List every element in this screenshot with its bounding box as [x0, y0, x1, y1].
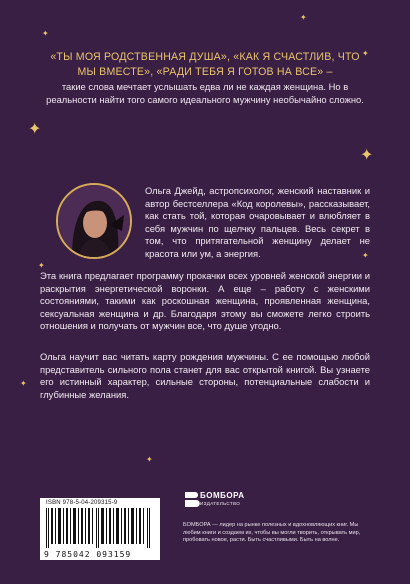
- barcode-bars: [44, 508, 156, 548]
- description-paragraph: Ольга научит вас читать карту рождения мужчины. С ее помощью любой представитель сильного пола станет для вас открытой книгой. Вы узнаете его истинный характер, сильные стороны, потенциальные слабости и глубинные желания.: [40, 351, 370, 400]
- barcode-digits: 9 785042 093159: [44, 550, 132, 559]
- star-icon: ✦: [300, 13, 307, 22]
- publisher-name: БОМБОРА: [200, 491, 245, 500]
- publisher-subtitle: ИЗДАТЕЛЬСТВО: [200, 501, 241, 506]
- star-icon: ✦: [38, 261, 45, 270]
- star-icon: ✦: [362, 251, 369, 260]
- star-icon: ✦: [42, 29, 49, 38]
- author-avatar: [56, 183, 132, 259]
- star-icon: ✦: [360, 147, 374, 164]
- author-portrait-icon: [58, 185, 130, 257]
- quote-rest: такие слова мечтает услышать едва ли не каждая женщина. Но в реальности найти того самого идеального мужчину необычайно сложно.: [46, 81, 364, 105]
- author-bio: Ольга Джейд, астропсихолог, женский наставник и автор бестселлера «Код королевы», рассказывает, как стать той, которая очаровывает и влюбляет в себя мужчин по щелчку пальцев. Весь секрет в том, что притягательной женщину делает не красота или ум, а энергия.: [145, 185, 370, 259]
- star-icon: ✦: [146, 455, 153, 464]
- star-icon: ✦: [362, 49, 369, 58]
- star-icon: ✦: [20, 379, 27, 388]
- intro-quote: [40, 50, 370, 106]
- description-paragraph: Эта книга предлагает программу прокачки всех уровней женской энергии и раскрытия энергетической воронки. А еще – работу с женскими состояниями, такими как роскошная женщина, проявленная женщина, сексуальная женщина и др. Благодаря этому вы сможете легко строить отношения и получать от мужчин все, что душе угодно.: [40, 270, 370, 332]
- star-icon: ✦: [28, 121, 42, 138]
- quote-caps: «ТЫ МОЯ РОДСТВЕННАЯ ДУША», «КАК Я СЧАСТЛИВ, ЧТО МЫ ВМЕСТЕ», «РАДИ ТЕБЯ Я ГОТОВ НА ВСЕ» –: [50, 51, 360, 78]
- isbn-barcode: [40, 498, 160, 560]
- publisher-description: БОМБОРА — лидер на рынке полезных и вдохновляющих книг. Мы любим книги и создаем их, чтобы вы могли творить, открывать мир, пробовать новое, расти. Быть счастливыми. Быть на волне.: [183, 522, 361, 544]
- isbn-number: ISBN 978-5-04-209315-9: [46, 500, 118, 506]
